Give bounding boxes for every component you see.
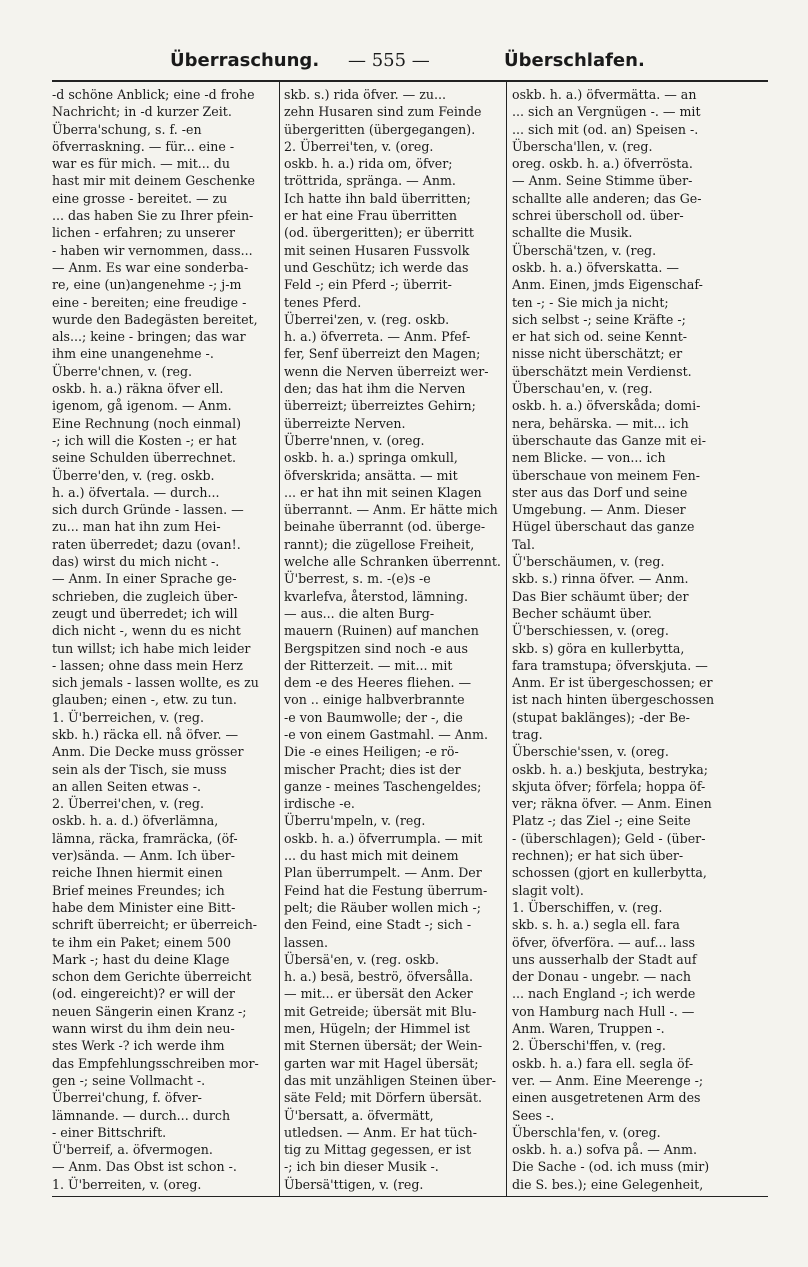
- text-line: - haben wir vernommen, dass...: [52, 242, 253, 258]
- text-line: 2. Überrei'chen, v. (reg.: [52, 796, 204, 812]
- text-line: den Feind, eine Stadt -; sich -: [284, 917, 472, 933]
- text-line: Die Sache - (od. ich muss (mir): [512, 1159, 710, 1175]
- text-line: wann wirst du ihm dein neu-: [52, 1021, 235, 1037]
- text-line: er hat sich od. seine Kennt-: [512, 329, 688, 345]
- text-line: ver; räkna öfver. — Anm. Einen: [512, 796, 712, 812]
- text-line: Eine Rechnung (noch einmal): [52, 415, 242, 431]
- text-line: - einer Bittschrift.: [52, 1124, 167, 1140]
- text-line: schrift überreicht; er überreich-: [52, 917, 258, 933]
- text-line: wenn die Nerven überreizt wer-: [284, 363, 489, 379]
- text-line: Ü'berschäumen, v. (reg.: [512, 554, 665, 570]
- text-line: fer, Senf überreizt den Magen;: [284, 346, 481, 362]
- text-line: h. a.) öfverreta. — Anm. Pfef-: [284, 329, 471, 345]
- text-line: Überschau'en, v. (reg.: [512, 381, 653, 397]
- header-rule: [52, 80, 768, 82]
- text-line: Überrei'zen, v. (reg. oskb.: [284, 311, 450, 327]
- text-line: Sees -.: [512, 1107, 555, 1123]
- text-line: tröttrida, spränga. — Anm.: [284, 173, 456, 189]
- text-line: skjuta öfver; förfela; hoppa öf-: [512, 778, 706, 794]
- text-line: schallte die Musik.: [512, 225, 633, 241]
- text-line: oskb. h. a.) beskjuta, bestryka;: [512, 761, 709, 777]
- text-line: Überra'schung, s. f. -en: [52, 121, 202, 137]
- text-line: habe dem Minister eine Bitt-: [52, 899, 236, 915]
- text-line: nera, behärska. — mit... ich: [512, 415, 689, 431]
- text-line: rannt); die zügellose Freiheit,: [284, 536, 475, 552]
- text-line: -e von einem Gastmahl. — Anm.: [284, 726, 488, 742]
- text-line: Anm. Er ist übergeschossen; er: [512, 675, 713, 691]
- text-line: wurde den Badegästen bereitet,: [52, 311, 258, 327]
- text-line: ver)sända. — Anm. Ich über-: [52, 848, 235, 864]
- text-line: mit Getreide; übersät mit Blu-: [284, 1003, 477, 1019]
- text-line: eine grosse - bereitet. — zu: [52, 190, 228, 206]
- text-line: 1. Ü'berreiten, v. (oreg.: [52, 1176, 202, 1192]
- text-line: ... er hat ihn mit seinen Klagen: [284, 484, 482, 500]
- text-line: von Hamburg nach Hull -. —: [512, 1003, 695, 1019]
- text-line: oskb. h. a.) räkna öfver ell.: [52, 381, 224, 397]
- text-line: Übersä'en, v. (reg. oskb.: [284, 951, 439, 967]
- text-line: — Anm. In einer Sprache ge-: [52, 571, 237, 587]
- text-line: lämna, räcka, framräcka, (öf-: [52, 830, 238, 846]
- text-line: 1. Ü'berreichen, v. (reg.: [52, 709, 204, 725]
- text-line: Überrei'chung, f. öfver-: [52, 1090, 202, 1106]
- text-line: das mit unzähligen Steinen über-: [284, 1072, 496, 1088]
- text-line: tenes Pferd.: [284, 294, 362, 310]
- text-line: oskb. h. a. d.) öfverlämna,: [52, 813, 219, 829]
- text-line: tun willst; ich habe mich leider: [52, 640, 251, 656]
- text-line: Überscha'llen, v. (reg.: [512, 138, 653, 154]
- text-line: ... sich mit (od. an) Speisen -.: [512, 121, 699, 137]
- text-line: oreg. oskb. h. a.) öfverrösta.: [512, 156, 693, 172]
- text-line: Ü'berrest, s. m. -(e)s -e: [284, 571, 431, 587]
- page-header: [52, 48, 760, 78]
- text-line: Die -e eines Heiligen; -e rö-: [284, 744, 459, 760]
- text-line: überreizt; überreiztes Gehirn;: [284, 398, 476, 414]
- text-line: überschaue von meinem Fen-: [512, 467, 700, 483]
- header-left-term: Überraschung.: [170, 50, 320, 71]
- text-line: Anm. Waren, Truppen -.: [512, 1021, 665, 1037]
- text-line: slagit volt).: [512, 882, 584, 898]
- text-line: h. a.) öfvertala. — durch...: [52, 484, 220, 500]
- text-line: ganze - meines Taschengeldes;: [284, 778, 482, 794]
- text-line: stes Werk -? ich werde ihm: [52, 1038, 225, 1054]
- text-line: beinahe überrannt (od. übergе-: [284, 519, 486, 535]
- text-line: uns ausserhalb der Stadt auf: [512, 951, 697, 967]
- text-line: das) wirst du mich nicht -.: [52, 554, 220, 570]
- text-line: den; das hat ihm die Nerven: [284, 381, 466, 397]
- text-line: Tal.: [512, 536, 535, 552]
- column-divider: [506, 80, 507, 1196]
- text-line: mit seinen Husaren Fussvolk: [284, 242, 470, 258]
- text-line: oskb. h. a.) öfverrumpla. — mit: [284, 830, 483, 846]
- text-line: Übersä'ttigen, v. (reg.: [284, 1176, 424, 1192]
- text-line: oskb. h. a.) rida om, öfver;: [284, 156, 453, 172]
- text-line: dich nicht -, wenn du es nicht: [52, 623, 241, 639]
- text-line: Nachricht; in -d kurzer Zeit.: [52, 104, 232, 120]
- text-line: - (überschlagen); Geld - (über-: [512, 830, 706, 846]
- text-line: (od. übergeritten); er überritt: [284, 225, 474, 241]
- footer-rule: [52, 1196, 768, 1197]
- text-line: der Donau - ungebr. — nach: [512, 969, 692, 985]
- text-line: 1. Überschiffen, v. (reg.: [512, 899, 663, 915]
- text-line: dem -e des Heeres fliehen. —: [284, 675, 472, 691]
- text-line: lichen - erfahren; zu unserer: [52, 225, 236, 241]
- text-line: Überschla'fen, v. (oreg.: [512, 1124, 661, 1140]
- text-line: schallte alle anderen; das Ge-: [512, 190, 702, 206]
- text-line: kvarlefva, återstod, lämning.: [284, 588, 469, 604]
- text-line: Überre'nnen, v. (oreg.: [284, 432, 425, 448]
- text-line: gen -; seine Vollmacht -.: [52, 1072, 206, 1088]
- text-line: sich durch Gründe - lassen. —: [52, 502, 244, 518]
- text-line: öfverraskning. — für... eine -: [52, 138, 235, 154]
- text-line: Bergspitzen sind noch -e aus: [284, 640, 468, 656]
- text-line: zehn Husaren sind zum Feinde: [284, 104, 482, 120]
- text-line: glauben; einen -, etw. zu tun.: [52, 692, 237, 708]
- text-line: Überschie'ssen, v. (oreg.: [512, 744, 669, 760]
- text-line: oskb. h. a.) öfverskatta. —: [512, 259, 679, 275]
- text-line: re, eine (un)angenehme -; j-m: [52, 277, 242, 293]
- text-line: ster aus das Dorf und seine: [512, 484, 688, 500]
- text-line: Hügel überschaut das ganze: [512, 519, 695, 535]
- text-line: pelt; die Räuber wollen mich -;: [284, 899, 481, 915]
- text-line: öfver, öfverföra. — auf... lass: [512, 934, 695, 950]
- text-line: zeugt und überredet; ich will: [52, 605, 238, 621]
- text-line: Anm. Einen, jmds Eigenschaf-: [512, 277, 703, 293]
- text-line: oskb. h. a.) sofva på. — Anm.: [512, 1142, 697, 1158]
- text-line: oskb. h. a.) springa omkull,: [284, 450, 458, 466]
- text-line: 2. Überschi'ffen, v. (reg.: [512, 1038, 666, 1054]
- text-line: überschaute das Ganze mit ei-: [512, 432, 706, 448]
- text-line: -; ich will die Kosten -; er hat: [52, 432, 237, 448]
- text-line: Platz -; das Ziel -; eine Seite: [512, 813, 691, 829]
- text-line: raten überredet; dazu (ovan!.: [52, 536, 241, 552]
- text-line: skb. s. h. a.) segla ell. fara: [512, 917, 680, 933]
- text-line: welche alle Schranken überrennt.: [284, 554, 501, 570]
- text-line: Mark -; hast du deine Klage: [52, 951, 230, 967]
- text-line: lämnande. — durch... durch: [52, 1107, 231, 1123]
- text-line: lassen.: [284, 934, 329, 950]
- text-line: mischer Pracht; dies ist der: [284, 761, 461, 777]
- text-line: igenom, gå igenom. — Anm.: [52, 398, 232, 414]
- text-line: Becher schäumt über.: [512, 605, 652, 621]
- text-line: Anm. Die Decke muss grösser: [52, 744, 244, 760]
- text-line: ist nach hinten übergeschossen: [512, 692, 715, 708]
- text-line: oskb. h. a.) öfvermätta. — an: [512, 87, 697, 102]
- text-line: Ü'berschiessen, v. (oreg.: [512, 623, 669, 639]
- text-line: überrannt. — Anm. Er hätte mich: [284, 502, 498, 518]
- text-line: Feind hat die Festung überrum-: [284, 882, 488, 898]
- text-line: sich selbst -; seine Kräfte -;: [512, 311, 686, 327]
- header-right-term: Überschlafen.: [504, 50, 645, 71]
- text-line: tig zu Mittag gegessen, er ist: [284, 1142, 472, 1158]
- text-line: schrei überscholl od. über-: [512, 208, 684, 224]
- text-line: mit Sternen übersät; der Wein-: [284, 1038, 483, 1054]
- column-2: [284, 86, 506, 1196]
- text-line: der Ritterzeit. — mit... mit: [284, 657, 453, 673]
- text-line: säte Feld; mit Dörfern übersät.: [284, 1090, 482, 1106]
- text-line: von .. einige halbverbrannte: [284, 692, 465, 708]
- text-line: — Anm. Seine Stimme über-: [512, 173, 693, 189]
- text-line: übergeritten (übergegangen).: [284, 121, 476, 137]
- text-line: als...; keine - bringen; das war: [52, 329, 246, 345]
- text-line: rechnen); er hat sich über-: [512, 848, 684, 864]
- text-line: an allen Seiten etwas -.: [52, 778, 202, 794]
- column-divider: [279, 80, 280, 1196]
- text-line: Brief meines Freundes; ich: [52, 882, 225, 898]
- text-line: -d schöne Anblick; eine -d frohe: [52, 87, 255, 102]
- text-line: ... sich an Vergnügen -. — mit: [512, 104, 701, 120]
- text-line: einen ausgetretenen Arm des: [512, 1090, 701, 1106]
- text-line: skb. h.) räcka ell. nå öfver. —: [52, 726, 239, 742]
- text-line: Ü'berreif, a. öfvermogen.: [52, 1142, 213, 1158]
- text-line: skb. s) göra en kullerbytta,: [512, 640, 685, 656]
- text-line: und Geschütz; ich werde das: [284, 259, 469, 275]
- text-line: das Empfehlungsschreiben mor-: [52, 1055, 259, 1071]
- text-line: — Anm. Das Obst ist schon -.: [52, 1159, 237, 1175]
- text-line: Plan überrumpelt. — Anm. Der: [284, 865, 482, 881]
- text-line: die S. bes.); eine Gelegenheit,: [512, 1176, 704, 1192]
- text-line: -; ich bin dieser Musik -.: [284, 1159, 439, 1175]
- text-line: reiche Ihnen hiermit einen: [52, 865, 223, 881]
- text-line: schon dem Gerichte überreicht: [52, 969, 252, 985]
- text-line: Überschä'tzen, v. (reg.: [512, 242, 657, 258]
- text-line: öfverskrida; ansätta. — mit: [284, 467, 458, 483]
- column-3: [512, 86, 734, 1196]
- text-line: oskb. h. a.) fara ell. segla öf-: [512, 1055, 694, 1071]
- text-line: (od. eingereicht)? er will der: [52, 986, 235, 1002]
- text-line: Ich hatte ihn bald überritten;: [284, 190, 471, 206]
- page-number: — 555 —: [348, 50, 430, 71]
- text-line: oskb. h. a.) öfverskåda; domi-: [512, 398, 701, 414]
- text-line: irdische -e.: [284, 796, 355, 812]
- text-line: überschätzt mein Verdienst.: [512, 363, 692, 379]
- text-line: skb. s.) rinna öfver. — Anm.: [512, 571, 689, 587]
- text-line: seine Schulden überrechnet.: [52, 450, 236, 466]
- text-line: sein als der Tisch, sie muss: [52, 761, 227, 777]
- text-line: ten -; - Sie mich ja nicht;: [512, 294, 669, 310]
- text-line: ver. — Anm. Eine Meerenge -;: [512, 1072, 704, 1088]
- text-line: sich jemals - lassen wollte, es zu: [52, 675, 259, 691]
- text-line: — Anm. Es war eine sonderba-: [52, 259, 249, 275]
- text-line: Feld -; ein Pferd -; überrit-: [284, 277, 452, 293]
- text-line: Überre'den, v. (reg. oskb.: [52, 467, 215, 483]
- text-line: überreizte Nerven.: [284, 415, 406, 431]
- text-line: ihm eine unangenehme -.: [52, 346, 214, 362]
- text-line: garten war mit Hagel übersät;: [284, 1055, 479, 1071]
- text-line: Ü'bersatt, a. öfvermätt,: [284, 1107, 434, 1123]
- text-line: -e von Baumwolle; der -, die: [284, 709, 463, 725]
- column-1: [52, 86, 274, 1196]
- text-line: Überre'chnen, v. (reg.: [52, 363, 193, 379]
- text-line: zu... man hat ihn zum Hei-: [52, 519, 221, 535]
- text-line: ... das haben Sie zu Ihrer pfein-: [52, 208, 254, 224]
- text-line: nem Blicke. — von... ich: [512, 450, 666, 466]
- text-line: - lassen; ohne dass mein Herz: [52, 657, 243, 673]
- text-line: trag.: [512, 726, 543, 742]
- text-line: Das Bier schäumt über; der: [512, 588, 689, 604]
- text-line: nisse nicht überschätzt; er: [512, 346, 683, 362]
- text-line: neuen Sängerin einen Kranz -;: [52, 1003, 247, 1019]
- text-line: er hat eine Frau überritten: [284, 208, 457, 224]
- text-line: utledsen. — Anm. Er hat tüch-: [284, 1124, 477, 1140]
- text-line: Umgebung. — Anm. Dieser: [512, 502, 686, 518]
- text-line: skb. s.) rida öfver. — zu...: [284, 87, 446, 102]
- text-line: Überru'mpeln, v. (reg.: [284, 813, 426, 829]
- text-line: ... nach England -; ich werde: [512, 986, 696, 1002]
- text-line: schrieben, die zugleich über-: [52, 588, 238, 604]
- text-line: ... du hast mich mit deinem: [284, 848, 459, 864]
- text-line: hast mir mit deinem Geschenke: [52, 173, 256, 189]
- text-line: — aus... die alten Burg-: [284, 605, 435, 621]
- text-line: mauern (Ruinen) auf manchen: [284, 623, 479, 639]
- text-line: eine - bereiten; eine freudige -: [52, 294, 247, 310]
- text-line: (stupat baklänges); -der Be-: [512, 709, 690, 725]
- text-line: fara tramstupa; öfverskjuta. —: [512, 657, 708, 673]
- text-line: h. a.) besä, beströ, öfversålla.: [284, 969, 474, 985]
- text-line: te ihm ein Paket; einem 500: [52, 934, 232, 950]
- text-line: 2. Überrei'ten, v. (oreg.: [284, 138, 434, 154]
- text-line: war es für mich. — mit... du: [52, 156, 230, 172]
- text-line: schossen (gjort en kullerbytta,: [512, 865, 707, 881]
- text-line: men, Hügeln; der Himmel ist: [284, 1021, 470, 1037]
- text-line: — mit... er übersät den Acker: [284, 986, 473, 1002]
